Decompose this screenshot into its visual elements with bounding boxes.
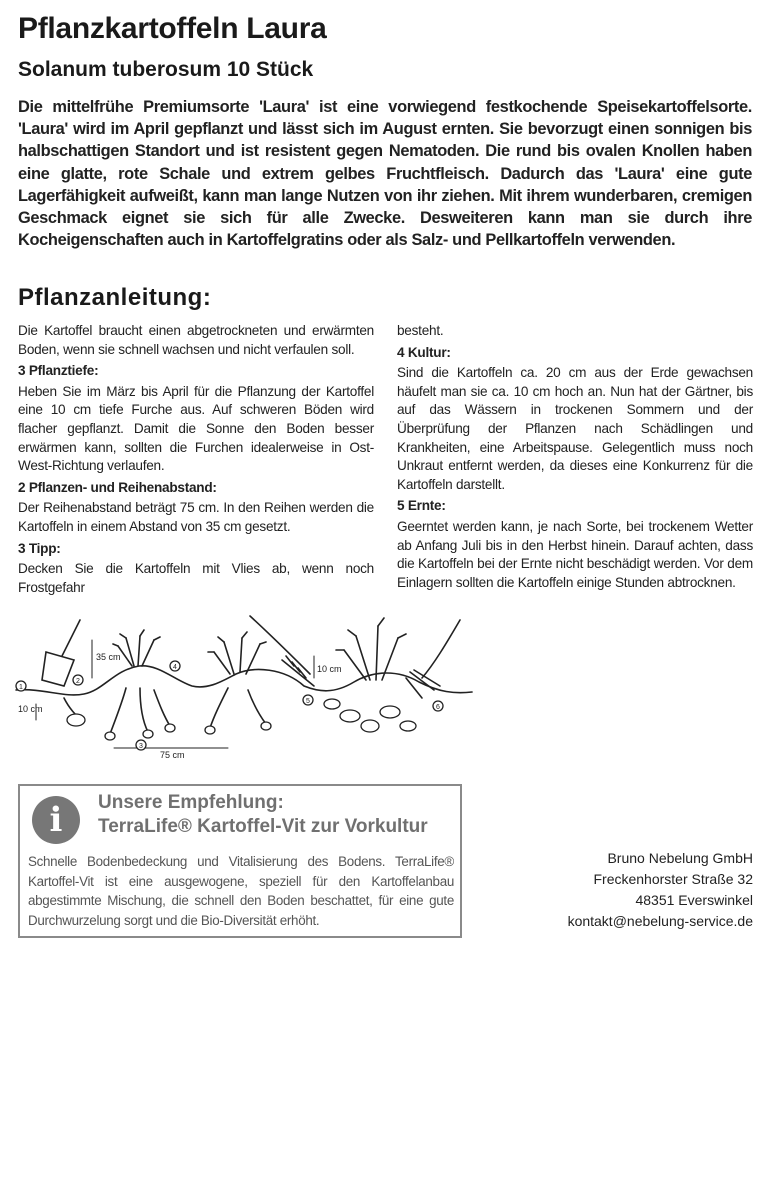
section-heading-culture: 4 Kultur: [397,344,451,360]
step-marker-3: 3 [139,743,143,750]
step-marker-2: 2 [76,678,80,685]
step-marker-6: 6 [436,704,440,711]
section-heading-tip: 3 Tipp: [18,540,61,556]
recommendation-title: Unsere Empfehlung: [98,792,284,813]
section-text-harvest: Geerntet werden kann, je nach Sorte, bei trockenem Wetter ab Anfang Juli bis in den Herbst hinein. Darauf achten, dass die Kartoffeln bei der Ernte nicht beschädigt werden. Vor dem Einlagern sollten die Kartoffeln einige Stunden abtrocknen. [397,518,753,590]
recommendation-text: Schnelle Bodenbedeckung und Vitalisierung des Bodens. TerraLife® Kartoffel-Vit ist eine ausgewogene, speziell für den Kartoffelanbau abgestimmte Mischung, die schnell den Boden beschattet, für eine gute Durchwurzelung sorgt und die Bio-Diversität erhöht. [28,854,454,928]
step-marker-5: 5 [306,698,310,705]
instructions-intro: Die Kartoffel braucht einen abgetrockneten und erwärmten Boden, wenn sie schnell wachsen und nicht verfaulen soll. [18,323,374,357]
section-heading-depth: 3 Pflanztiefe: [18,363,99,379]
recommendation-product: TerraLife® Kartoffel-Vit zur Vorkultur [98,816,428,837]
section-text-depth: Heben Sie im März bis April für die Pflanzung der Kartoffel eine 10 cm tiefe Furche aus. Auf schweren Böden wird flacher gepflanzt. Damit die Sonne den Boden besser erwärmen kann, sollten die Furchen idealerweise in Ost-West-Richtung verlaufen. [18,383,374,474]
planting-illustration [14,608,474,768]
product-description: Die mittelfrühe Premiumsorte 'Laura' ist eine vorwiegend festkochende Speisekartoffelsorte. 'Laura' wird im April gepflanzt und lässt sich im August ernten. Sie bevorzugt einen sonnigen bis halbschattigen Standort und ist resistent gegen Nematoden. Die rund bis ovalen Knollen haben eine glatte, rote Schale und extrem gelbes Fruchtfleisch. Dadurch das 'Laura' eine gute Lagerfähigkeit aufweißt, kann man lange Nutzen von ihr ziehen. Mit ihrem wunderbaren, cremigen Geschmack eignet sie sich für alle Zwecke. Desweiteren kann man sie durch ihre Kocheigenschaften auch in Kartoffelgratins oder als Salz- und Pellkartoffeln verwenden. [18,98,752,250]
company-city: 48351 Everswinkel [635,892,753,908]
product-title: Pflanzkartoffeln Laura [18,12,327,45]
company-name: Bruno Nebelung GmbH [607,850,753,866]
company-address [568,848,753,932]
instructions-left-column [18,322,374,600]
section-text-tip-part2: besteht. [397,323,444,338]
instructions-right-column [397,322,753,595]
recommendation-box [18,784,462,938]
dimension-label-10cm-right: 10 cm [317,664,342,674]
section-text-spacing: Der Reihenabstand beträgt 75 cm. In den Reihen werden die Kartoffeln in einem Abstand von 35 cm gesetzt. [18,500,374,534]
step-marker-1: 1 [19,684,23,691]
section-heading-spacing: 2 Pflanzen- und Reihenabstand: [18,479,217,495]
info-icon: i [32,796,80,844]
product-subtitle: Solanum tuberosum 10 Stück [18,58,314,81]
dimension-label-10cm-left: 10 cm [18,704,43,714]
dimension-label-35cm: 35 cm [96,652,121,662]
dimension-label-75cm: 75 cm [160,750,185,760]
step-marker-4: 4 [173,664,177,671]
section-text-culture: Sind die Kartoffeln ca. 20 cm aus der Erde gewachsen häufelt man sie ca. 10 cm hoch an. Nun hat der Gärtner, bis auf das Wässern in trockenen Sommern und der Überprüfung der Pflanzen nach Schädlingen und Krankheiten, eine Arbeitspause. Gelegentlich muss noch Unkraut entfernt werden, da dieses eine Konkurrenz für die Kartoffeln darstellt. [397,365,753,492]
company-email[interactable]: kontakt@nebelung-service.de [567,913,753,929]
instructions-heading: Pflanzanleitung: [18,284,212,311]
section-heading-harvest: 5 Ernte: [397,498,446,514]
company-street: Freckenhorster Straße 32 [593,871,753,887]
section-text-tip-part1: Decken Sie die Kartoffeln mit Vlies ab, wenn noch Frostgefahr [18,561,374,595]
